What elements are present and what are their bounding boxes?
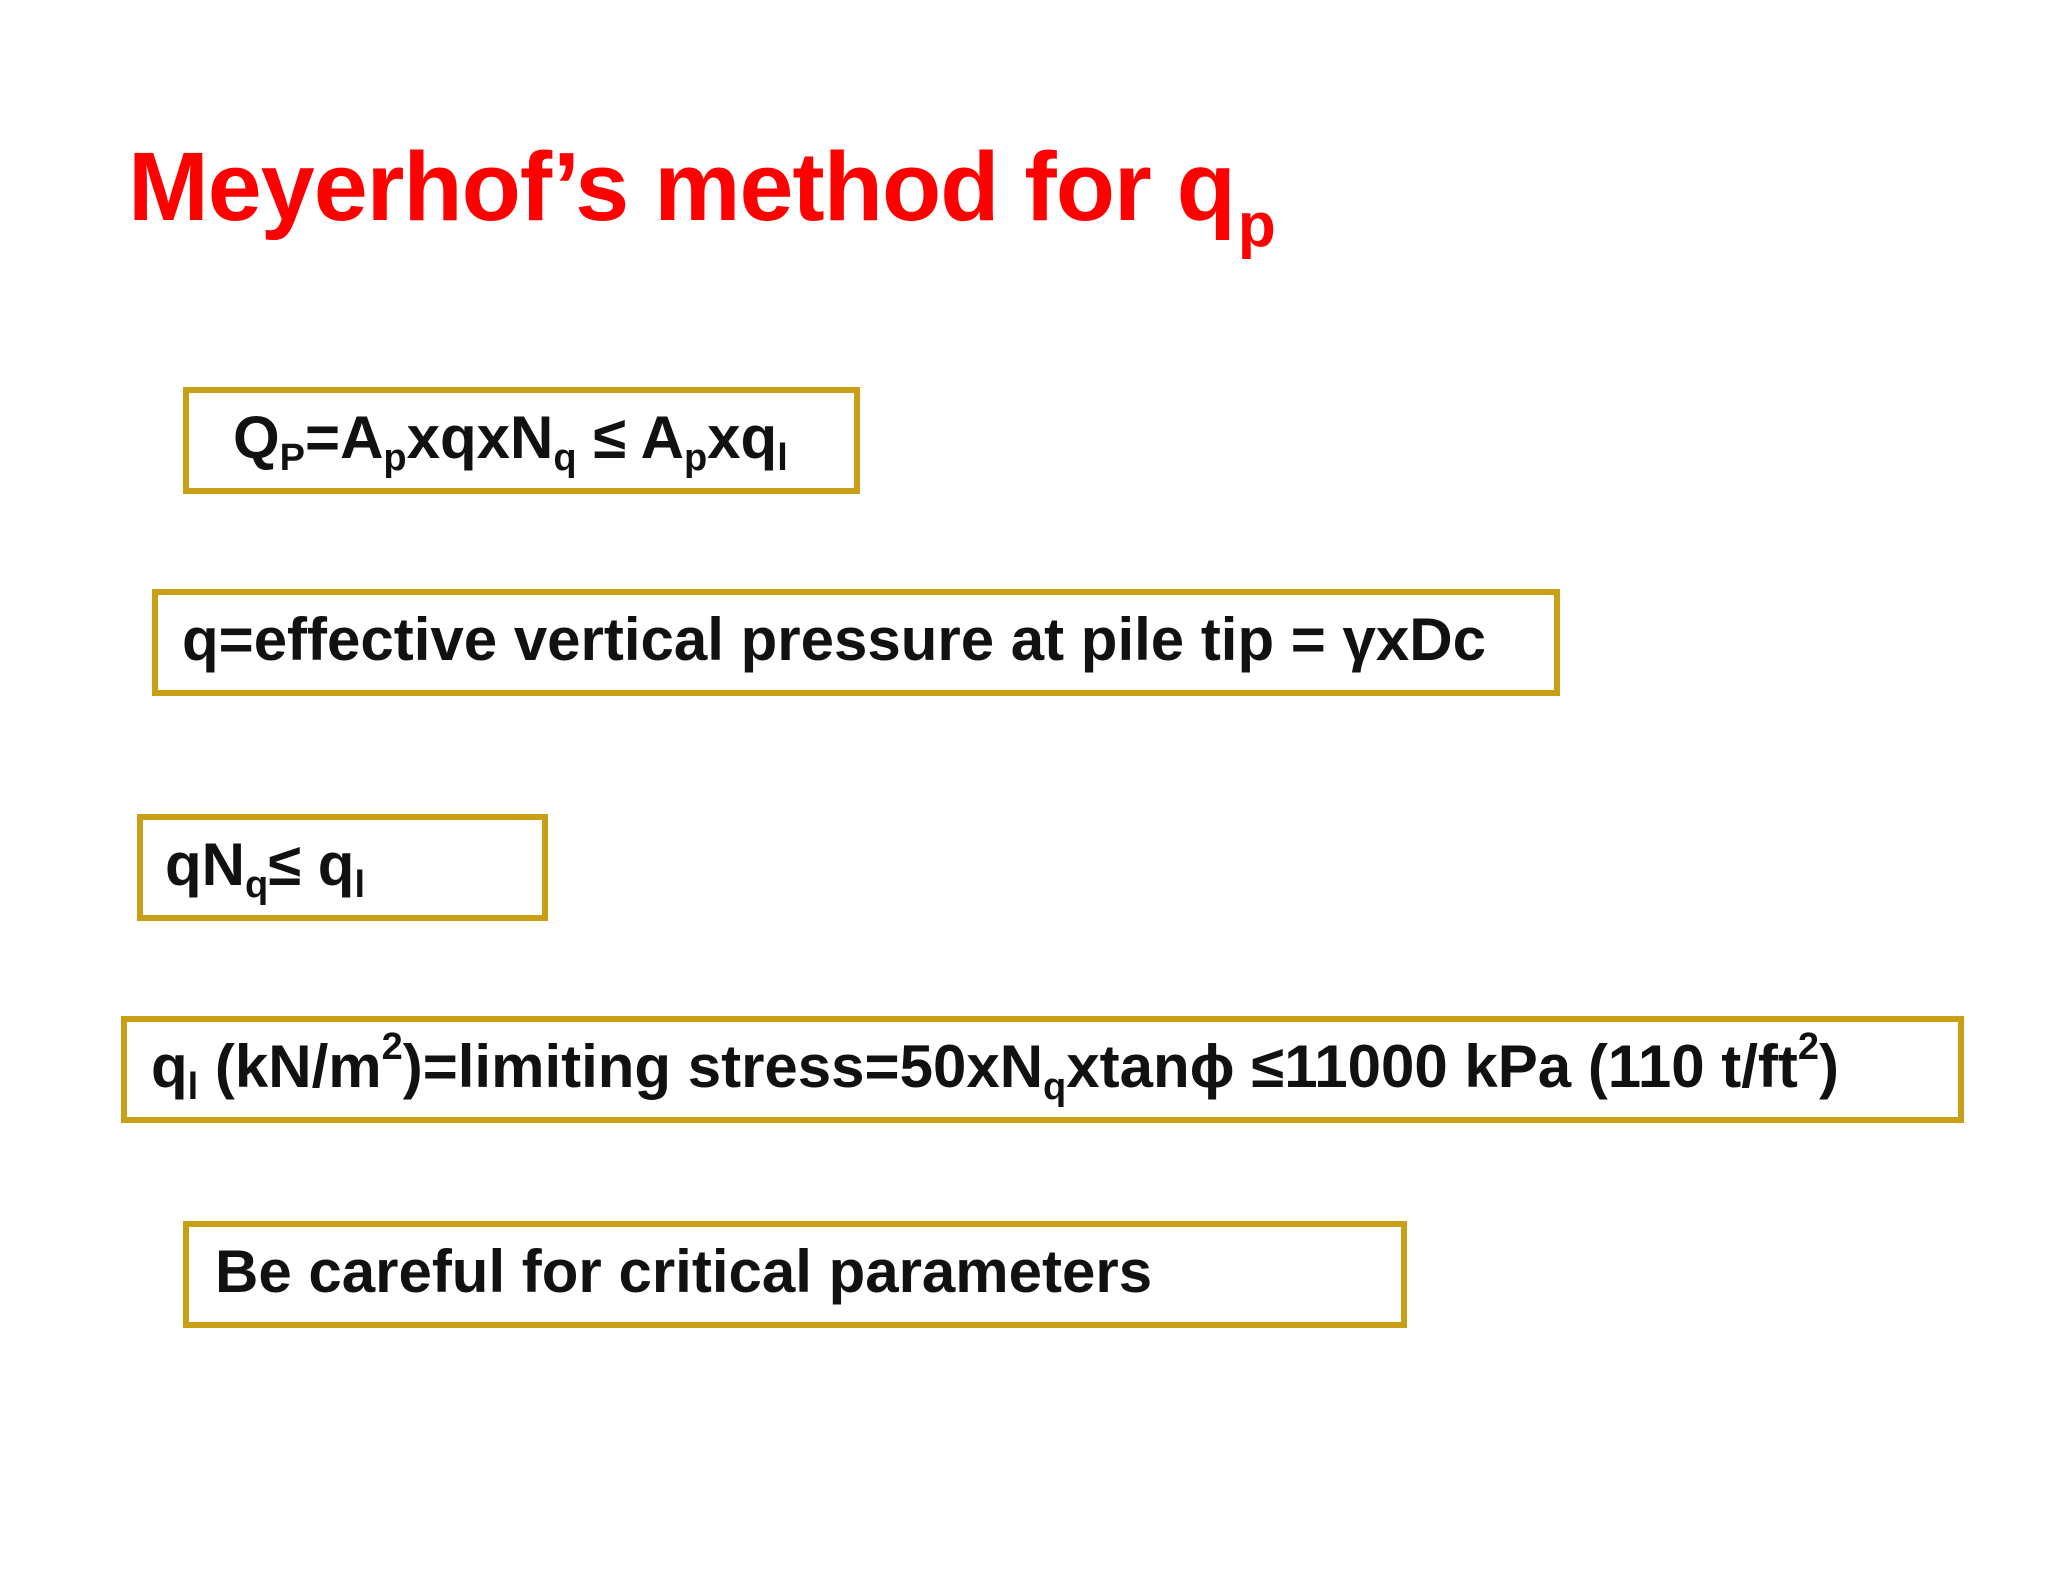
formula-eq-a: =A (305, 403, 384, 471)
formula-l-subscript: l (777, 436, 788, 479)
constraint-le-q: ≤ q (268, 830, 355, 898)
formula-q-subscript: P (279, 436, 306, 479)
limiting-l-subscript: l (187, 1065, 199, 1108)
formula-n-subscript: q (553, 436, 577, 479)
caution-box (183, 1221, 1407, 1328)
limiting-superscript-1: 2 (381, 1025, 403, 1068)
definition-box-q (152, 589, 1560, 696)
limiting-n-subscript: q (1043, 1065, 1067, 1108)
definition-q-text: q=effective vertical pressure at pile tip = γxDc (182, 605, 1486, 673)
limiting-tail: xtanϕ ≤11000 kPa (110 t/ft (1066, 1032, 1798, 1100)
limiting-stress-text: )=limiting stress=50xN (402, 1032, 1044, 1100)
formula-a2-subscript: p (683, 436, 708, 479)
formula-xq: xq (707, 403, 778, 471)
formula-a-subscript: p (383, 436, 407, 479)
limiting-q: q (151, 1032, 188, 1100)
constraint-box-qnq (137, 814, 548, 921)
slide-title (128, 132, 1275, 260)
constraint-qn: qN (165, 830, 245, 898)
constraint-l-subscript: l (354, 863, 366, 906)
formula-le-a: ≤ A (576, 403, 684, 471)
formula-mid: xqxN (406, 403, 554, 471)
slide-title-subscript: p (1237, 191, 1275, 260)
formula-q: Q (233, 403, 280, 471)
formula-box-qp (183, 387, 860, 494)
limiting-stress-box (121, 1016, 1964, 1123)
limiting-close: ) (1819, 1032, 1840, 1100)
constraint-n-subscript: q (244, 863, 269, 906)
caution-text: Be careful for critical parameters (215, 1237, 1153, 1305)
slide-title-main: Meyerhof’s method for q (128, 132, 1235, 241)
limiting-kn: (kN/m (198, 1032, 382, 1100)
limiting-superscript-2: 2 (1797, 1025, 1820, 1068)
